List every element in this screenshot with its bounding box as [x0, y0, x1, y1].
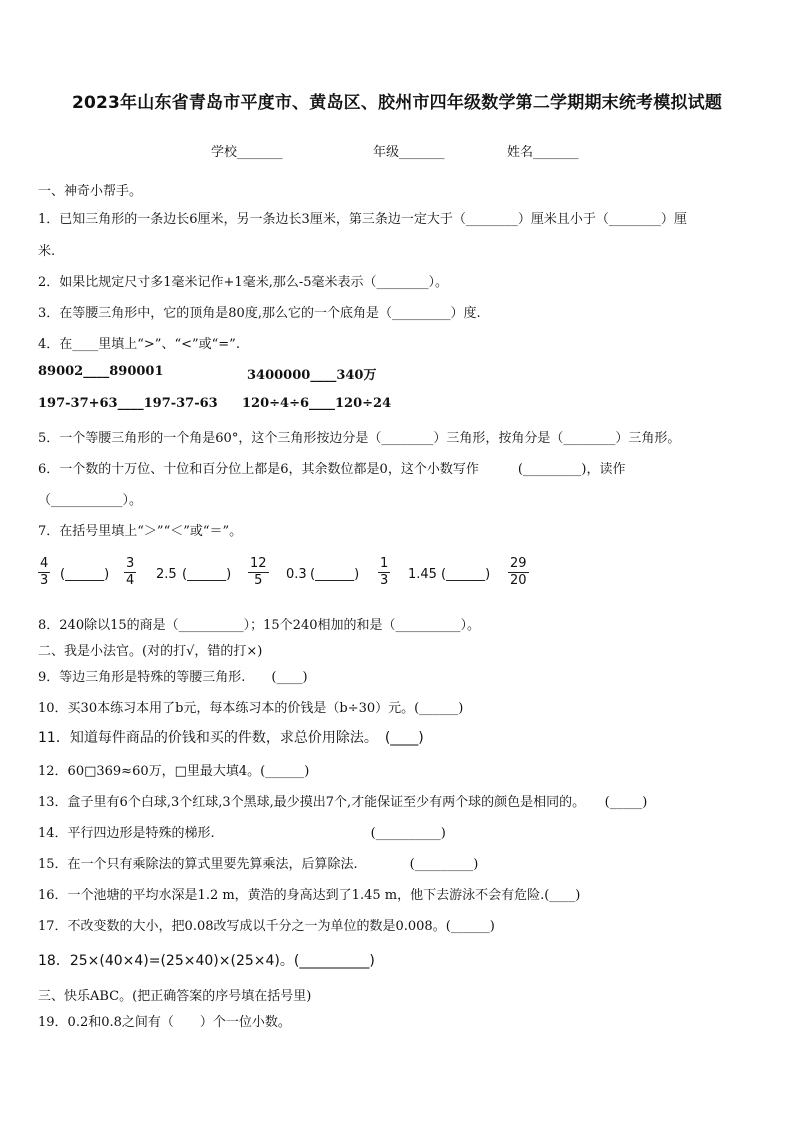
question-13: 13．盒子里有6个白球,3个红球,3个黑球,最少摸出7个,才能保证至少有两个球的颜色是相同的。 (_____) — [38, 795, 648, 810]
question-1: 1．已知三角形的一条边长6厘米，另一条边长3厘米，第三条边一定大于（________）厘米且小于（________）厘 — [38, 212, 687, 227]
grade-field: 年级_______ — [373, 145, 445, 160]
fraction-4-3: $\frac{4}{3}$ — [40, 556, 49, 588]
question-16: 16．一个池塘的平均水深是1.2 m，黄浩的身高达到了1.45 m，他下去游泳不会有危险.(____) — [38, 888, 581, 903]
question-12: 12．60□369≈60万，□里最大填4。(______) — [38, 764, 310, 779]
question-18: 18．25×(40×4)=(25×40)×(25×4)。(__________) — [38, 953, 375, 969]
question-6-cont: （___________）。 — [38, 493, 143, 508]
question-4-item-a2: 3400000____340万 — [247, 368, 377, 383]
section-3-heading: 三、快乐ABC。(把正确答案的序号填在括号里) — [38, 989, 312, 1004]
question-14: 14．平行四边形是特殊的梯形. (__________) — [38, 826, 446, 841]
fraction-1-3: $\frac{1}{3}$ — [380, 556, 389, 588]
question-6: 6．一个数的十万位、十位和百分位上都是6，其余数位都是0，这个小数写作 (_________)，读作 — [38, 462, 626, 477]
section-1-heading: 一、神奇小帮手。 — [38, 184, 143, 199]
name-field: 姓名_______ — [507, 145, 579, 160]
question-1-cont: 米. — [38, 244, 56, 259]
question-4-item-a1: 89002____890001 — [38, 364, 164, 379]
question-15: 15．在一个只有乘除法的算式里要先算乘法，后算除法. (_________) — [38, 857, 479, 872]
answer-blank: (______) — [310, 567, 360, 582]
question-10: 10．买30本练习本用了b元，每本练习本的价钱是（b÷30）元。(______) — [38, 701, 464, 716]
decimal-value: 2.5 — [156, 567, 177, 582]
question-2: 2．如果比规定尺寸多1毫米记作+1毫米,那么-5毫米表示（________）。 — [38, 275, 449, 290]
answer-blank: (______) — [60, 567, 110, 582]
question-19: 19．0.2和0.8之间有（ ）个一位小数。 — [38, 1015, 291, 1030]
section-2-heading: 二、我是小法官。(对的打√，错的打×) — [38, 644, 263, 659]
question-17: 17．不改变数的大小，把0.08改写成以千分之一为单位的数是0.008。(______) — [38, 919, 495, 934]
question-5: 5．一个等腰三角形的一个角是60°，这个三角形按边分是（________）三角形，按角分是（________）三角形。 — [38, 431, 681, 446]
fraction-3-4: $\frac{3}{4}$ — [126, 556, 135, 588]
school-field: 学校_______ — [211, 145, 283, 160]
page-title: 2023年山东省青岛市平度市、黄岛区、胶州市四年级数学第二学期期末统考模拟试题 — [71, 93, 723, 113]
question-4-item-b1: 197-37+63____197-37-63 — [38, 396, 218, 411]
question-4-item-b2: 120÷4÷6____120÷24 — [242, 396, 392, 411]
question-7-comparison-row — [38, 556, 558, 596]
fraction-29-20: $\frac{29}{20}$ — [510, 556, 527, 588]
question-4: 4．在____里填上“>”、“<”或“=”. — [38, 337, 240, 352]
decimal-value: 1.45 — [408, 567, 437, 582]
question-11: 11．知道每件商品的价钱和买的件数，求总价用除法。 (____) — [38, 730, 424, 746]
answer-blank: (______) — [441, 567, 491, 582]
question-3: 3．在等腰三角形中，它的顶角是80度,那么它的一个底角是（_________）度. — [38, 306, 481, 321]
decimal-value: 0.3 — [286, 567, 307, 582]
answer-blank: (______) — [182, 567, 232, 582]
question-8: 8．240除以15的商是（__________）；15个240相加的和是（__________）。 — [38, 618, 480, 633]
question-9: 9．等边三角形是特殊的等腰三角形. (____) — [38, 670, 308, 685]
question-7: 7．在括号里填上“＞”“＜”或“＝”。 — [38, 524, 243, 539]
fraction-12-5: $\frac{12}{5}$ — [250, 556, 267, 588]
